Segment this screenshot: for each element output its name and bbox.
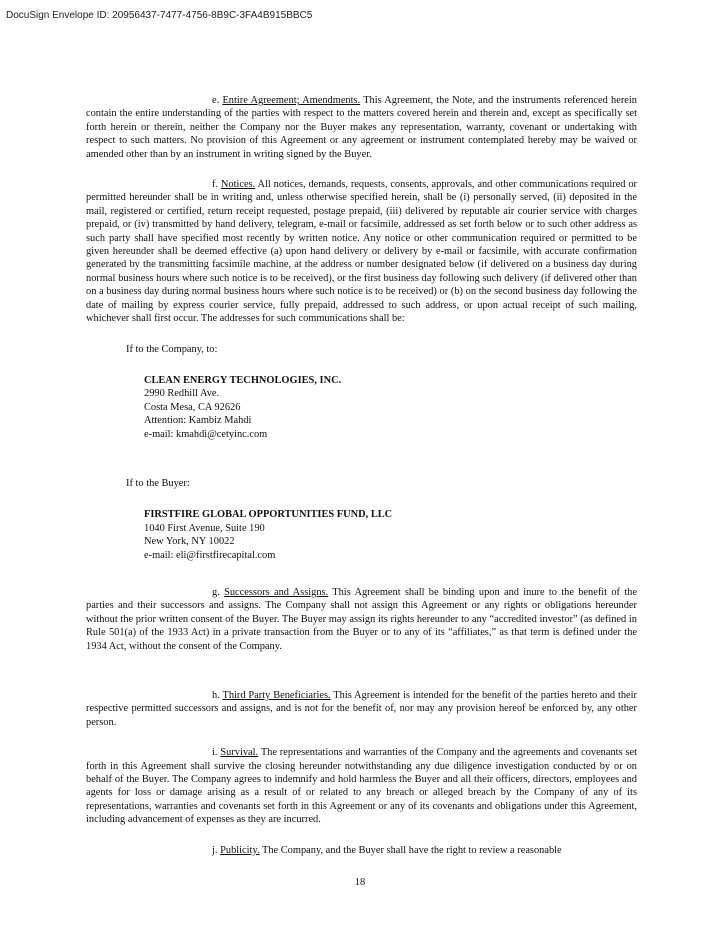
buyer-city: New York, NY 10022 <box>144 536 235 548</box>
company-name: CLEAN ENERGY TECHNOLOGIES, INC. <box>144 374 342 386</box>
section-g-text: This Agreement shall be binding upon and inure to the benefit of the parties and their successors and assigns. The Company shall not assign this Agreement or any rights or obligations hereunder without the prior written consent of the Buyer. The Buyer may assign its rights hereunder to any “accredited investor” (as defined in Rule 501(a) of the 1933 Act) in a private transaction from the Buyer or to any of its “affiliates,” as that term is defined under the 1934 Act, without the consent of the Company. <box>86 586 637 652</box>
section-f-label: f. <box>212 179 219 191</box>
buyer-notice-intro: If to the Buyer: <box>126 477 190 489</box>
section-h-heading: Third Party Beneficiaries. <box>222 690 331 701</box>
section-g <box>86 586 637 653</box>
section-g-heading: Successors and Assigns. <box>224 586 329 598</box>
company-attention: Attention: Kambiz Mahdi <box>144 415 252 427</box>
section-h-label: h. <box>212 690 220 701</box>
buyer-street: 1040 First Avenue, Suite 190 <box>144 522 265 534</box>
section-j-heading: Publicity. <box>220 844 260 856</box>
section-e-text: This Agreement, the Note, and the instruments referenced herein contain the entire understanding of the parties with respect to the matters covered herein and therein and, except as specifically set forth herein or therein, neither the Company nor the Buyer makes any representation, warranty, covenant or undertaking with respect to such matters. No provision of this Agreement or any agreement or instrument contemplated hereby may be waived or amended other than by an instrument in writing signed by the Buyer. <box>86 95 637 160</box>
docusign-envelope-id: DocuSign Envelope ID: 20956437-7477-4756-8B9C-3FA4B915BBC5 <box>6 10 313 21</box>
section-f <box>86 178 637 325</box>
company-city: Costa Mesa, CA 92626 <box>144 401 241 413</box>
section-e-heading: Entire Agreement; Amendments. <box>222 95 361 106</box>
section-h <box>86 689 637 729</box>
company-street: 2990 Redhill Ave. <box>144 388 220 400</box>
company-address-block <box>144 374 637 441</box>
document-body <box>86 94 637 857</box>
section-g-label: g. <box>212 586 220 598</box>
section-j-text: The Company, and the Buyer shall have the right to review a reasonable <box>261 844 562 856</box>
company-email: e-mail: kmahdi@cetyinc.com <box>144 428 268 440</box>
section-e-label: e. <box>212 95 220 106</box>
company-notice-intro: If to the Company, to: <box>126 343 218 355</box>
buyer-address-block <box>144 508 637 562</box>
section-e <box>86 94 637 161</box>
section-i-label: i. <box>212 747 218 759</box>
section-h-text: This Agreement is intended for the benefit of the parties hereto and their respective permitted successors and assigns, and is not for the benefit of, nor may any provision hereof be enforced by, any other person. <box>86 690 637 728</box>
section-j <box>86 844 637 857</box>
section-f-heading: Notices. <box>220 179 256 191</box>
buyer-email: e-mail: eli@firstfirecapital.com <box>144 549 276 561</box>
page-number: 18 <box>354 877 366 888</box>
section-i-heading: Survival. <box>220 747 259 759</box>
section-f-text: All notices, demands, requests, consents, approvals, and other communications required or permitted hereunder shall be in writing and, unless otherwise specified herein, shall be (i) personally served, (ii) deposited in the mail, registered or certified, return receipt requested, postage prepaid, (iii) delivered by reputable air courier service with charges prepaid, or (iv) transmitted by hand delivery, telegram, e-mail or facsimile, addressed as set forth below or to such other address as such party shall have specified most recently by written notice. Any notice or other communication required or permitted to be given hereunder shall be deemed effective (a) upon hand delivery or delivery by e-mail or facsimile, with accurate confirmation generated by the transmitting facsimile machine, at the address or number designated below (if delivered on a business day during normal business hours where such notice is to be received), or the first business day following such delivery (if delivered other than on a business day during normal business hours where such notice is to be received) or (b) on the second business day following the date of mailing by express courier service, fully prepaid, addressed to such address, or upon actual receipt of such mailing, whichever shall first occur. The addresses for such communications shall be: <box>86 179 637 325</box>
section-i <box>86 746 637 826</box>
buyer-name: FIRSTFIRE GLOBAL OPPORTUNITIES FUND, LLC <box>144 509 393 521</box>
section-j-label: j. <box>212 844 218 856</box>
section-i-text: The representations and warranties of the Company and the agreements and covenants set forth in this Agreement shall survive the closing hereunder notwithstanding any due diligence investigation conducted by or on behalf of the Buyer. The Company agrees to indemnify and hold harmless the Buyer and all their officers, directors, employees and agents for loss or damage arising as a result of or related to any breach or alleged breach by the Company of any of its representations, warranties and covenants set forth in this Agreement or any of its covenants and obligations under this Agreement, including advancement of expenses as they are incurred. <box>86 747 637 826</box>
